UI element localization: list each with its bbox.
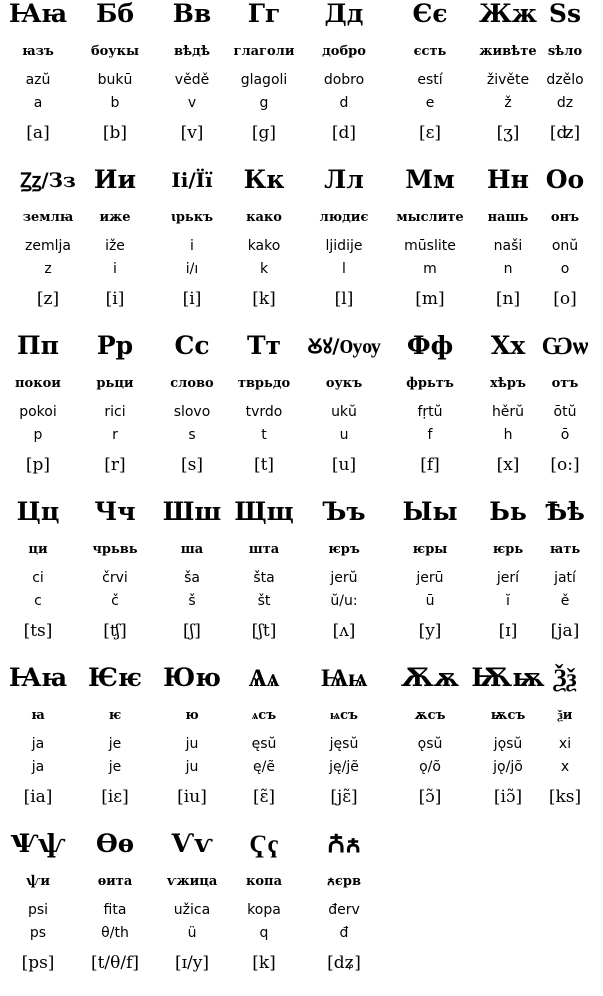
letter-cell <box>527 498 603 664</box>
letter-translit: x <box>560 759 570 775</box>
letter-name-lat: slovo <box>173 404 211 420</box>
letter-glyph: Бб <box>95 0 135 28</box>
letter-glyph: Мм <box>405 165 455 194</box>
letter-translit: c <box>34 593 42 609</box>
letter-ipa: [ʃ] <box>183 621 201 641</box>
letter-glyph: Ѯѯ <box>553 663 577 692</box>
letter-translit: ju <box>185 759 199 775</box>
letter-translit: đ <box>339 925 349 941</box>
letter-glyph: Сс <box>174 331 210 360</box>
letter-cell <box>77 166 153 332</box>
letter-glyph: Оо <box>545 165 585 194</box>
letter-name-cs: живѣте <box>479 44 537 59</box>
letter-name-cs: ѕѣло <box>547 44 583 59</box>
letter-translit: m <box>423 261 437 277</box>
letter-cell <box>306 664 382 830</box>
letter-name-lat: ju <box>185 736 199 752</box>
letter-ipa: [ɛ] <box>418 123 442 143</box>
letter-glyph: Вв <box>172 0 212 28</box>
letter-cell <box>392 0 468 166</box>
letter-name-lat: užica <box>173 902 211 918</box>
letter-translit: jǫ/jõ <box>493 759 523 775</box>
letter-name-lat: pokoi <box>19 404 57 420</box>
letter-name-lat: jǫsŭ <box>493 736 523 752</box>
letter-name-cs: ѯи <box>557 708 573 723</box>
letter-cell <box>154 332 230 498</box>
letter-name-cs: добро <box>322 44 366 59</box>
letter-glyph: Рр <box>96 331 134 360</box>
letter-ipa: [z] <box>36 289 60 309</box>
letter-ipa: [o] <box>553 289 577 309</box>
letter-name-lat: kako <box>247 238 281 254</box>
letter-translit: z <box>44 261 52 277</box>
letter-name-lat: jerū <box>416 570 444 586</box>
letter-name-cs: тврьдо <box>237 376 291 391</box>
letter-translit: i/ı <box>185 261 199 277</box>
letter-translit: k <box>259 261 269 277</box>
letter-ipa: [ɛ̃] <box>252 787 276 807</box>
letter-cell <box>0 0 76 166</box>
letter-name-lat: xi <box>558 736 572 752</box>
letter-translit: ě <box>560 593 570 609</box>
letter-translit: č <box>111 593 119 609</box>
letter-glyph: Кк <box>243 165 285 194</box>
letter-cell <box>392 332 468 498</box>
letter-glyph: Ѥѥ <box>88 663 142 692</box>
letter-name-cs: землꙗ <box>22 210 74 225</box>
letter-cell <box>226 0 302 166</box>
letter-ipa: [k] <box>252 289 276 309</box>
letter-name-lat: mūslite <box>404 238 456 254</box>
letter-glyph: Ꙗꙗ <box>8 663 68 692</box>
letter-cell <box>527 0 603 166</box>
letter-ipa: [a] <box>26 123 50 143</box>
letter-cell <box>77 0 153 166</box>
letter-name-lat: ęsŭ <box>251 736 277 752</box>
letter-name-lat: šta <box>253 570 275 586</box>
letter-translit: t <box>261 427 267 443</box>
letter-name-lat: jęsŭ <box>329 736 359 752</box>
letter-glyph: Дд <box>324 0 364 28</box>
letter-ipa: [dʑ] <box>327 953 361 973</box>
letter-name-cs: ꙇрькъ <box>170 210 214 225</box>
letter-ipa: [ts] <box>23 621 53 641</box>
letter-name-cs: како <box>246 210 282 225</box>
letter-translit: g <box>259 95 269 111</box>
letter-name-cs: ша <box>180 542 204 557</box>
letter-glyph: Тт <box>246 331 282 360</box>
letter-name-cs: покои <box>15 376 61 391</box>
letter-cell <box>527 664 603 830</box>
letter-translit: p <box>33 427 43 443</box>
letter-name-lat: azŭ <box>25 72 51 88</box>
letter-ipa: [ja] <box>550 621 580 641</box>
letter-translit: θ/th <box>101 925 129 941</box>
letter-name-cs: рьци <box>96 376 134 391</box>
letter-translit: ū <box>425 593 435 609</box>
letter-name-cs: ѥры <box>412 542 448 557</box>
letter-cell <box>77 830 153 996</box>
letter-translit: ō <box>560 427 570 443</box>
letter-translit: a <box>33 95 43 111</box>
letter-cell <box>154 0 230 166</box>
letter-ipa: [ʒ] <box>496 123 520 143</box>
letter-translit: q <box>259 925 269 941</box>
letter-glyph: Ꙉꙉ <box>327 829 361 858</box>
letter-ipa: [ɪ] <box>498 621 518 641</box>
letter-glyph: Ҁҁ <box>249 829 279 858</box>
letter-name-cs: єсть <box>413 44 447 59</box>
letter-cell <box>226 498 302 664</box>
letter-glyph: Жж <box>478 0 538 28</box>
letter-ipa: [ia] <box>23 787 53 807</box>
letter-name-cs: отъ <box>551 376 579 391</box>
letter-translit: ž <box>504 95 512 111</box>
letter-name-lat: bukū <box>97 72 133 88</box>
letter-ipa: [ʃt] <box>251 621 277 641</box>
letter-translit: ŭ/u: <box>330 593 358 609</box>
letter-glyph: Фф <box>406 331 454 360</box>
letter-cell <box>306 0 382 166</box>
letter-name-lat: onŭ <box>551 238 579 254</box>
letter-ipa: [u] <box>331 455 357 475</box>
letter-glyph: Ьь <box>489 497 527 526</box>
letter-name-lat: je <box>108 736 122 752</box>
letter-translit: l <box>342 261 346 277</box>
letter-cell <box>527 166 603 332</box>
letter-name-cs: ѩсъ <box>330 708 358 723</box>
letter-glyph: Ии <box>93 165 137 194</box>
letter-ipa: [y] <box>418 621 442 641</box>
letter-glyph: Ъъ <box>322 497 366 526</box>
letter-translit: je <box>108 759 122 775</box>
letter-glyph: Хх <box>490 331 526 360</box>
letter-translit: ę/ẽ <box>253 759 275 775</box>
letter-name-lat: ja <box>31 736 45 752</box>
letter-name-cs: чрьвь <box>92 542 138 557</box>
letter-ipa: [ps] <box>21 953 55 973</box>
letter-translit: b <box>110 95 120 111</box>
letter-glyph: Ѭѭ <box>471 663 545 692</box>
letter-name-cs: ѫсъ <box>414 708 446 723</box>
letter-name-lat: ǫsŭ <box>417 736 443 752</box>
letter-translit: dz <box>556 95 574 111</box>
letter-glyph: Пп <box>17 331 59 360</box>
letter-glyph: Чч <box>94 497 136 526</box>
letter-translit: ǫ/õ <box>419 759 441 775</box>
letter-name-cs: вѣдѣ <box>174 44 210 59</box>
letter-translit: v <box>187 95 197 111</box>
letter-glyph: Ѵѵ <box>171 829 213 858</box>
letter-cell <box>0 664 76 830</box>
letter-ipa: [n] <box>495 289 521 309</box>
letter-name-lat: črvi <box>102 570 128 586</box>
letter-glyph: Ꙗꙗ <box>8 0 68 28</box>
letter-name-lat: fita <box>103 902 127 918</box>
letter-ipa: [iɔ̃] <box>493 787 523 807</box>
letter-glyph: Єє <box>412 0 448 28</box>
letter-ipa: [g] <box>251 123 277 143</box>
letter-name-lat: hěrŭ <box>491 404 525 420</box>
letter-ipa: [ɔ̃] <box>418 787 442 807</box>
letter-ipa: [l] <box>334 289 354 309</box>
letter-cell <box>306 166 382 332</box>
letter-ipa: [i] <box>105 289 125 309</box>
letter-ipa: [v] <box>180 123 204 143</box>
letter-ipa: [ʧ] <box>103 621 127 641</box>
letter-ipa: [ks] <box>548 787 582 807</box>
letter-translit: h <box>503 427 513 443</box>
letter-cell <box>306 830 382 996</box>
letter-name-cs: нашь <box>487 210 529 225</box>
letter-name-lat: jatí <box>554 570 576 586</box>
letter-name-cs: ꙗть <box>549 542 581 557</box>
letter-cell <box>226 664 302 830</box>
letter-translit: o <box>560 261 570 277</box>
letter-name-cs: ꙉєрв <box>326 874 362 889</box>
letter-glyph: Шш <box>162 497 222 526</box>
letter-name-lat: dzělo <box>546 72 584 88</box>
letter-glyph: Ѡѡ <box>541 331 589 360</box>
letter-translit: ĭ <box>506 593 510 609</box>
letter-cell <box>0 830 76 996</box>
letter-ipa: [m] <box>415 289 445 309</box>
letter-translit: š <box>188 593 196 609</box>
letter-translit: ja <box>31 759 45 775</box>
letter-ipa: [t/θ/f] <box>90 953 140 973</box>
letter-name-cs: ѳита <box>97 874 133 889</box>
letter-name-cs: ѱи <box>25 874 50 889</box>
letter-name-lat: ōtŭ <box>553 404 577 420</box>
letter-translit: ü <box>187 925 197 941</box>
letter-glyph: Гг <box>247 0 281 28</box>
letter-translit: u <box>339 427 349 443</box>
letter-cell <box>226 830 302 996</box>
letter-ipa: [p] <box>25 455 51 475</box>
letter-glyph: Юю <box>163 663 221 692</box>
letter-glyph: Ѕѕ <box>548 0 582 28</box>
letter-ipa: [ɪ/y] <box>174 953 210 973</box>
letter-name-lat: ša <box>184 570 200 586</box>
letter-name-cs: ѧсъ <box>251 708 277 723</box>
letter-translit: e <box>425 95 435 111</box>
letter-name-cs: ꙗ <box>31 708 45 723</box>
letter-name-cs: ѭсъ <box>490 708 526 723</box>
letter-name-cs: глаголи <box>233 44 295 59</box>
letter-ipa: [ʌ] <box>332 621 356 641</box>
letter-name-cs: ꙗзъ <box>22 44 54 59</box>
letter-name-cs: ци <box>28 542 48 557</box>
letter-glyph: Ѫѫ <box>400 663 460 692</box>
letter-name-cs: хѣръ <box>490 376 526 391</box>
letter-name-lat: kopa <box>247 902 281 918</box>
letter-name-cs: шта <box>248 542 280 557</box>
letter-cell <box>154 664 230 830</box>
letter-cell <box>306 498 382 664</box>
letter-glyph: Цц <box>16 497 60 526</box>
letter-name-cs: ѵжица <box>166 874 218 889</box>
letter-cell <box>154 498 230 664</box>
letter-translit: št <box>257 593 271 609</box>
letter-ipa: [f] <box>420 455 440 475</box>
letter-name-cs: ѥрь <box>492 542 524 557</box>
letter-name-lat: iže <box>105 238 125 254</box>
letter-glyph: Ѧѧ <box>248 663 280 692</box>
letter-glyph: Щщ <box>234 497 294 526</box>
letter-cell <box>392 664 468 830</box>
letter-name-lat: glagoli <box>240 72 288 88</box>
letter-name-cs: ѥ <box>108 708 122 723</box>
letter-glyph: Ѳѳ <box>95 829 135 858</box>
letter-ipa: [d] <box>331 123 357 143</box>
letter-name-lat: ci <box>32 570 44 586</box>
letter-name-cs: фрьтъ <box>406 376 454 391</box>
letter-translit: d <box>339 95 349 111</box>
letter-ipa: [ʣ] <box>549 123 581 143</box>
letter-name-cs: ѥръ <box>328 542 360 557</box>
letter-name-cs: людиє <box>319 210 369 225</box>
letter-name-cs: мыслите <box>396 210 464 225</box>
letter-cell <box>527 332 603 498</box>
letter-name-lat: naši <box>493 238 523 254</box>
letter-translit: ps <box>29 925 47 941</box>
letter-ipa: [x] <box>496 455 520 475</box>
letter-ipa: [jɛ̃] <box>330 787 358 807</box>
letter-translit: ję/jẽ <box>329 759 359 775</box>
letter-translit: r <box>112 427 118 443</box>
letter-glyph: Лл <box>324 165 364 194</box>
letter-glyph: Іі/Її <box>171 168 213 192</box>
letter-glyph: Ꙋꙋ/Ѹѹ <box>307 334 381 358</box>
letter-ipa: [i] <box>182 289 202 309</box>
letter-glyph: Ѱѱ <box>10 829 66 858</box>
letter-cell <box>77 498 153 664</box>
letter-ipa: [k] <box>252 953 276 973</box>
letter-cell <box>392 498 468 664</box>
letter-name-lat: živěte <box>486 72 530 88</box>
letter-name-lat: dobro <box>323 72 365 88</box>
letter-ipa: [iɛ] <box>101 787 129 807</box>
letter-name-lat: ukŭ <box>331 404 357 420</box>
letter-ipa: [s] <box>181 455 203 475</box>
letter-name-lat: jerŭ <box>330 570 358 586</box>
letter-name-cs: онъ <box>550 210 580 225</box>
letter-name-lat: fṛtŭ <box>417 404 443 420</box>
letter-name-lat: i <box>190 238 194 254</box>
letter-name-lat: zemlja <box>25 238 71 254</box>
letter-name-lat: ljidije <box>325 238 363 254</box>
letter-cell <box>77 664 153 830</box>
letter-translit: n <box>503 261 513 277</box>
letter-name-cs: боукы <box>90 44 140 59</box>
letter-glyph: Ѩѩ <box>320 663 368 692</box>
letter-cell <box>226 166 302 332</box>
letter-translit: s <box>188 427 196 443</box>
letter-cell <box>226 332 302 498</box>
letter-translit: f <box>427 427 433 443</box>
letter-glyph: Ыы <box>402 497 458 526</box>
letter-cell <box>296 332 392 498</box>
letter-name-lat: psi <box>27 902 49 918</box>
letter-cell <box>392 166 468 332</box>
letter-glyph: Ѣѣ <box>545 497 585 526</box>
letter-glyph: Ꙁꙁ/Зз <box>20 168 76 192</box>
letter-name-cs: копа <box>246 874 282 889</box>
letter-name-cs: оукъ <box>325 376 363 391</box>
letter-ipa: [iu] <box>177 787 207 807</box>
letter-ipa: [o:] <box>550 455 580 475</box>
letter-translit: i <box>113 261 117 277</box>
letter-cell <box>0 332 76 498</box>
letter-ipa: [t] <box>253 455 275 475</box>
letter-name-lat: đerv <box>328 902 360 918</box>
letter-name-cs: слово <box>170 376 214 391</box>
letter-ipa: [r] <box>104 455 126 475</box>
letter-cell <box>77 332 153 498</box>
letter-ipa: [b] <box>102 123 128 143</box>
letter-cell <box>0 498 76 664</box>
letter-name-lat: rici <box>104 404 126 420</box>
letter-glyph: Нн <box>487 165 529 194</box>
letter-name-cs: ю <box>185 708 199 723</box>
letter-name-lat: estí <box>417 72 443 88</box>
letter-name-cs: иже <box>99 210 131 225</box>
letter-cell <box>154 830 230 996</box>
letter-name-lat: jerí <box>496 570 520 586</box>
letter-name-lat: vědě <box>174 72 210 88</box>
letter-name-lat: tvrdo <box>245 404 283 420</box>
